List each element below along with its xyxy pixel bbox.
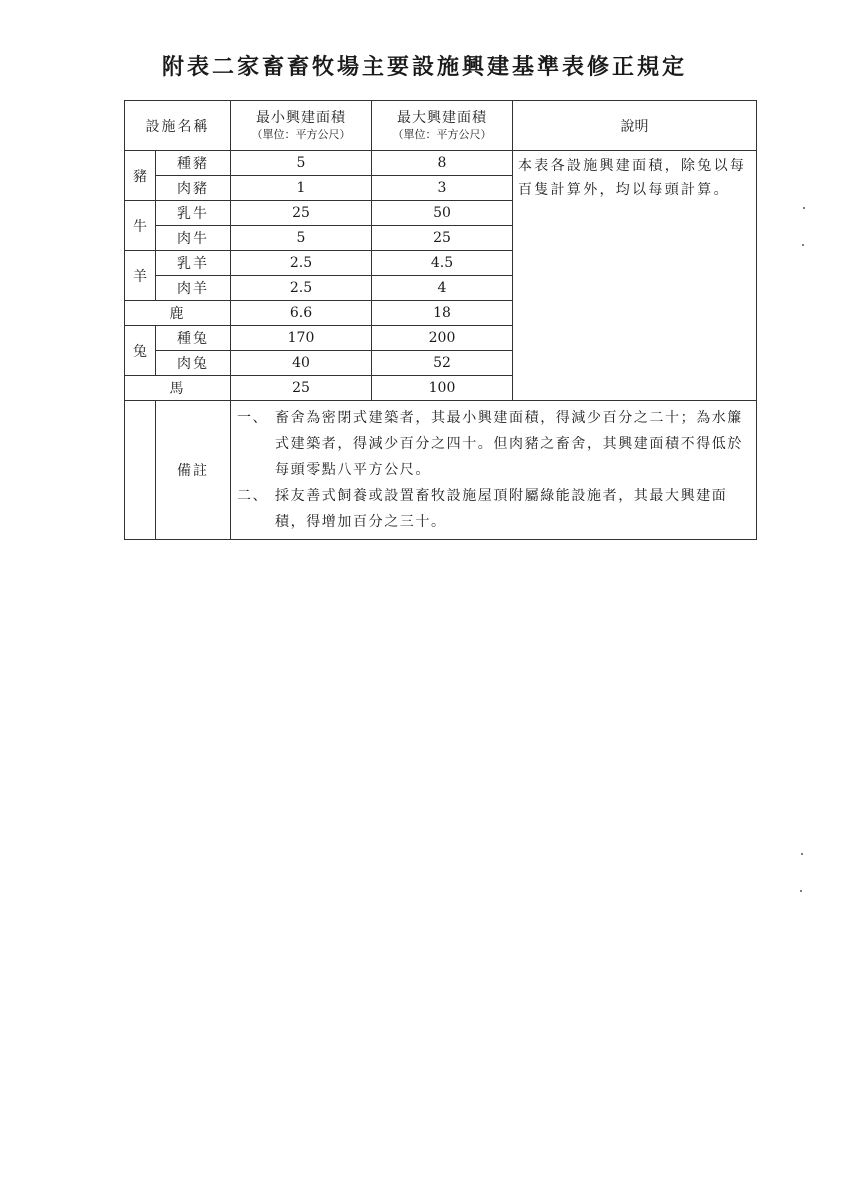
header-min-area-label: 最小興建面積 [256, 110, 346, 126]
facility-name: 肉牛 [156, 226, 231, 251]
table-row [125, 151, 757, 176]
facility-standards-table [124, 100, 757, 540]
min-area-value: 1 [231, 176, 372, 201]
header-facility-name: 設施名稱 [125, 101, 231, 151]
notes-label: 備註 [156, 401, 231, 540]
header-max-area-unit: （單位：平方公尺） [392, 128, 492, 141]
max-area-value: 3 [372, 176, 513, 201]
max-area-value: 4.5 [372, 251, 513, 276]
notes-row [125, 401, 757, 540]
group-pig: 豬 [125, 151, 156, 201]
max-area-value: 50 [372, 201, 513, 226]
note-item [237, 405, 752, 483]
explanation-text: 本表各設施興建面積，除兔以每百隻計算外，均以每頭計算。 [513, 151, 757, 401]
facility-name: 肉羊 [156, 276, 231, 301]
scan-speck [801, 853, 803, 855]
header-explanation: 說明 [513, 101, 757, 151]
max-area-value: 25 [372, 226, 513, 251]
scan-speck [803, 207, 805, 209]
scan-speck [802, 244, 804, 246]
header-min-area-unit: （單位：平方公尺） [251, 128, 351, 141]
max-area-value: 8 [372, 151, 513, 176]
min-area-value: 40 [231, 351, 372, 376]
facility-name: 乳羊 [156, 251, 231, 276]
max-area-value: 52 [372, 351, 513, 376]
notes-content [231, 401, 757, 540]
facility-name: 乳牛 [156, 201, 231, 226]
document-title: 附表二家畜畜牧場主要設施興建基準表修正規定 [161, 55, 687, 80]
facility-name: 肉兔 [156, 351, 231, 376]
header-max-area-label: 最大興建面積 [397, 110, 487, 126]
note-number: 一、 [237, 410, 269, 426]
note-text: 畜舍為密閉式建築者，其最小興建面積，得減少百分之二十；為水簾式建築者，得減少百分之四十。但肉豬之畜舍，其興建面積不得低於每頭零點八平方公尺。 [275, 410, 743, 478]
max-area-value: 4 [372, 276, 513, 301]
scan-speck [800, 890, 802, 892]
note-text: 採友善式飼養或設置畜牧設施屋頂附屬綠能設施者，其最大興建面積，得增加百分之三十。 [275, 488, 728, 530]
max-area-value: 200 [372, 326, 513, 351]
max-area-value: 100 [372, 376, 513, 401]
header-max-area [372, 101, 513, 151]
facility-name: 種兔 [156, 326, 231, 351]
min-area-value: 6.6 [231, 301, 372, 326]
min-area-value: 25 [231, 201, 372, 226]
min-area-value: 5 [231, 151, 372, 176]
header-min-area [231, 101, 372, 151]
facility-name: 鹿 [125, 301, 231, 326]
min-area-value: 25 [231, 376, 372, 401]
note-item [237, 483, 752, 535]
facility-name: 馬 [125, 376, 231, 401]
group-rabbit: 兔 [125, 326, 156, 376]
table-header-row [125, 101, 757, 151]
group-cattle: 牛 [125, 201, 156, 251]
max-area-value: 18 [372, 301, 513, 326]
min-area-value: 2.5 [231, 276, 372, 301]
facility-name: 種豬 [156, 151, 231, 176]
note-number: 二、 [237, 488, 269, 504]
min-area-value: 2.5 [231, 251, 372, 276]
notes-blank-cell [125, 401, 156, 540]
group-goat: 羊 [125, 251, 156, 301]
min-area-value: 5 [231, 226, 372, 251]
facility-name: 肉豬 [156, 176, 231, 201]
min-area-value: 170 [231, 326, 372, 351]
